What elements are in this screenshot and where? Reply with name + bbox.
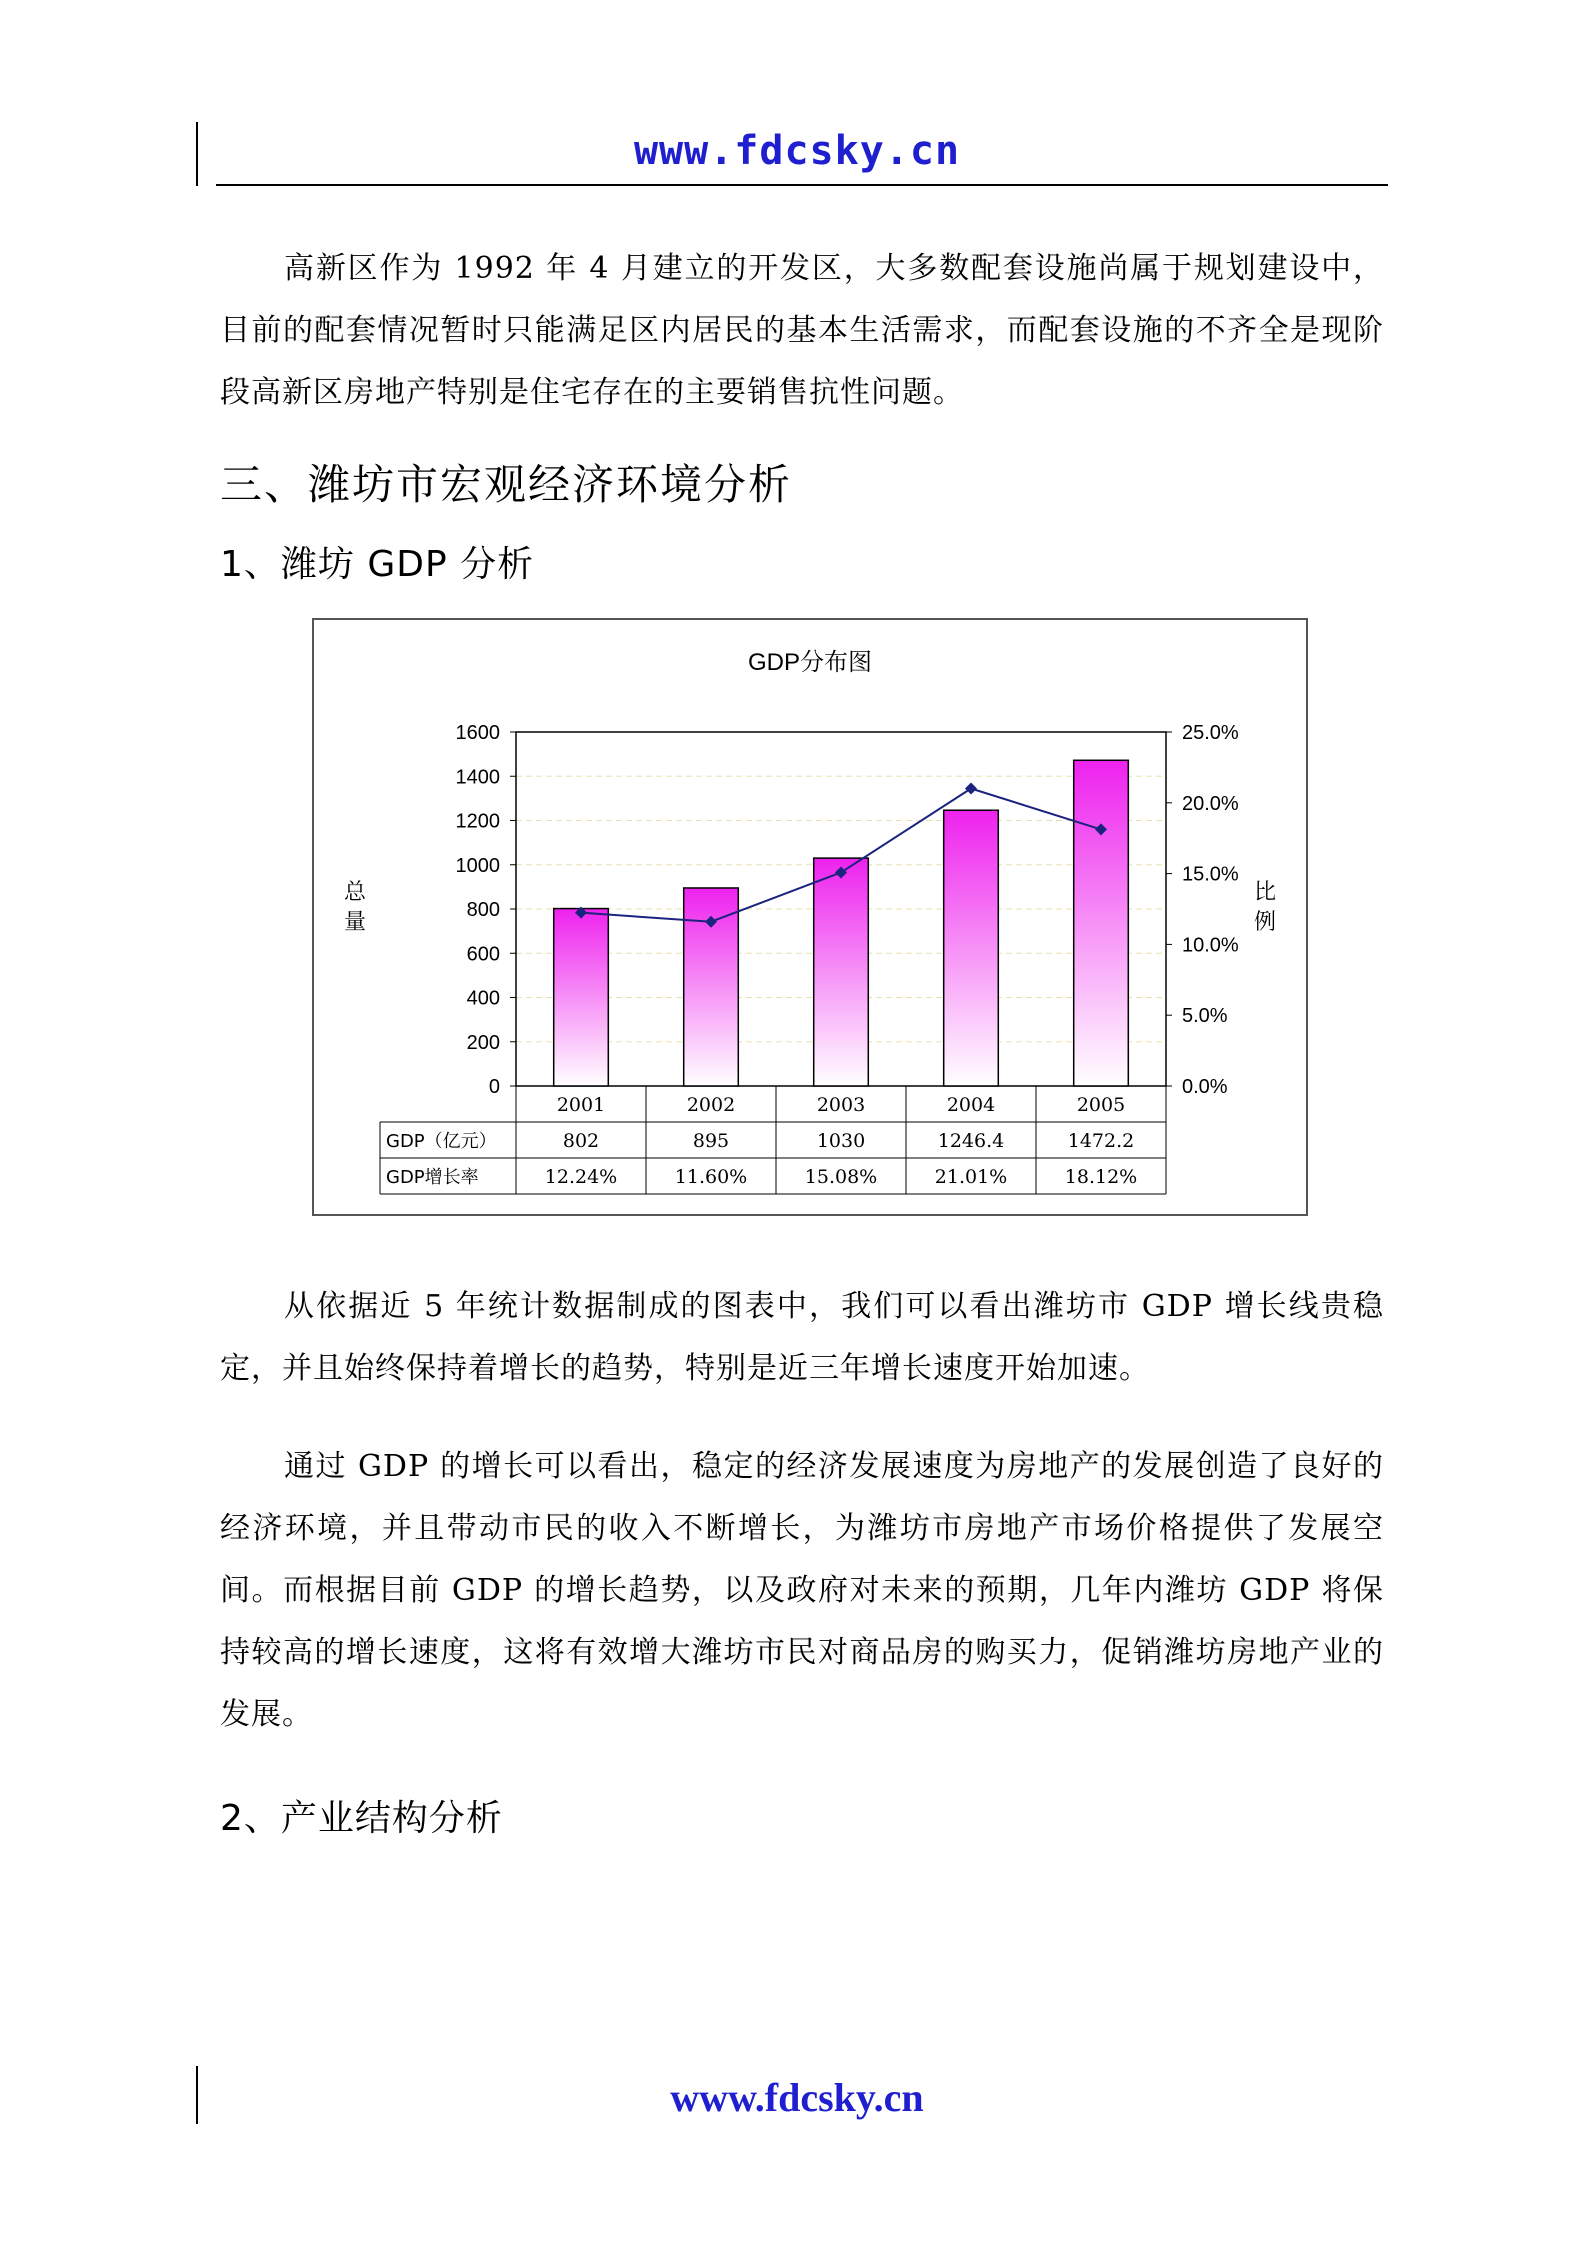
data-label: 18.12% xyxy=(1064,1166,1138,1188)
data-label: 802 xyxy=(562,1130,600,1152)
header-divider xyxy=(216,184,1388,186)
category-label: 2002 xyxy=(686,1094,736,1116)
y-tick-label: 800 xyxy=(466,899,500,921)
category-label: 2001 xyxy=(556,1094,606,1116)
category-label: 2003 xyxy=(816,1094,866,1116)
header-url[interactable]: www.fdcsky.cn xyxy=(633,128,961,174)
data-label: 15.08% xyxy=(804,1166,878,1188)
y-right-tick-label: 10.0% xyxy=(1182,934,1239,957)
paragraph-2: 从依据近 5 年统计数据制成的图表中，我们可以看出潍坊市 GDP 增长线贵稳定，并且始终保持着增长的趋势，特别是近三年增长速度开始加速。 xyxy=(220,1289,1384,1386)
section-heading: 三、潍坊市宏观经济环境分析 xyxy=(220,460,793,509)
y-tick-label: 1000 xyxy=(455,854,500,877)
category-label: 2004 xyxy=(946,1094,996,1116)
data-label: 1472.2 xyxy=(1067,1130,1135,1152)
data-label: 895 xyxy=(692,1130,730,1152)
y-tick-label: 1600 xyxy=(455,722,500,744)
series-name: GDP增长率 xyxy=(386,1167,479,1188)
chart-title: GDP分布图 xyxy=(747,649,872,676)
y-right-tick-label: 0.0% xyxy=(1182,1076,1228,1098)
data-label: 21.01% xyxy=(934,1166,1008,1188)
series-name: GDP（亿元） xyxy=(386,1131,497,1152)
bar-2005 xyxy=(1074,760,1129,1086)
footer-url[interactable]: www.fdcsky.cn xyxy=(670,2075,924,2120)
category-label: 2005 xyxy=(1076,1094,1126,1116)
y-tick-label: 1200 xyxy=(455,810,500,833)
gdp-chart xyxy=(312,618,1308,1216)
chart-plot xyxy=(314,620,1310,1218)
bar-2001 xyxy=(554,909,609,1086)
y-tick-label: 1400 xyxy=(455,766,500,789)
y-right-tick-label: 20.0% xyxy=(1182,792,1239,815)
y-right-tick-label: 5.0% xyxy=(1182,1005,1228,1028)
y-right-tick-label: 15.0% xyxy=(1182,863,1239,886)
paragraph-3: 通过 GDP 的增长可以看出，稳定的经济发展速度为房地产的发展创造了良好的经济环境，并且带动市民的收入不断增长，为潍坊市房地产市场价格提供了发展空间。而根据目前 GDP 的增长趋势，以及政府对未来的预期，几年内潍坊 GDP 将保持较高的增长速度，这将有效增大潍坊市民对商品房的购买力，促销潍坊房地产业的发展。 xyxy=(220,1449,1384,1732)
y-tick-label: 0 xyxy=(488,1076,500,1098)
y-tick-label: 600 xyxy=(466,943,500,966)
data-label: 11.60% xyxy=(674,1166,748,1188)
y-axis-label-right: 比例 xyxy=(1253,880,1276,935)
y-axis-label-left: 总量 xyxy=(343,880,366,935)
data-label: 12.24% xyxy=(544,1166,618,1188)
data-label: 1030 xyxy=(816,1130,866,1152)
y-tick-label: 200 xyxy=(466,1031,500,1054)
subheading-gdp: 1、潍坊 GDP 分析 xyxy=(220,544,535,585)
bar-2003 xyxy=(814,858,869,1086)
data-label: 1246.4 xyxy=(937,1130,1005,1152)
growth-rate-point-2004 xyxy=(965,782,977,794)
y-right-tick-label: 25.0% xyxy=(1182,722,1239,744)
bar-2004 xyxy=(944,810,999,1086)
paragraph-1: 高新区作为 1992 年 4 月建立的开发区，大多数配套设施尚属于规划建设中，目前的配套情况暂时只能满足区内居民的基本生活需求，而配套设施的不齐全是现阶段高新区房地产特别是住宅存在的主要销售抗性问题。 xyxy=(220,251,1384,410)
subheading-industry: 2、产业结构分析 xyxy=(220,1798,503,1839)
y-tick-label: 400 xyxy=(466,987,500,1010)
